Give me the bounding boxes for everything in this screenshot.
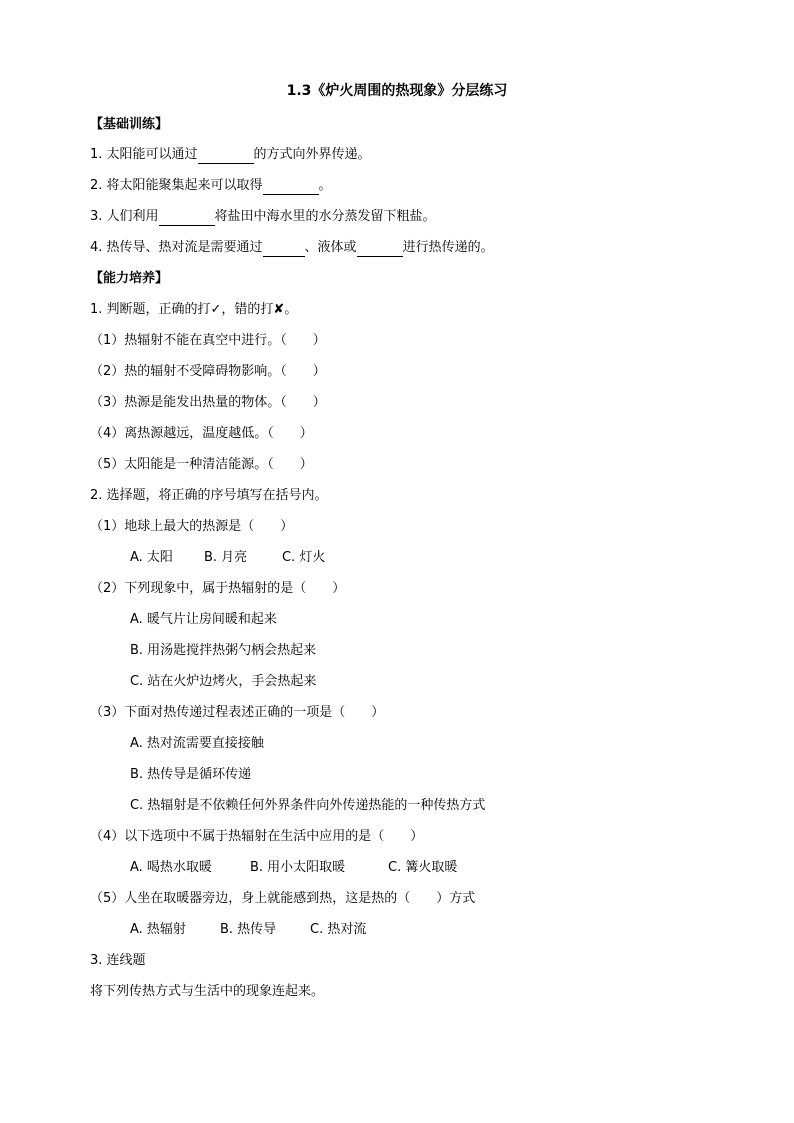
option-b[interactable]: B. 热传导是循环传递 (130, 767, 252, 782)
option-c[interactable]: C. 热对流 (310, 922, 367, 937)
choice-heading: 2. 选择题，将正确的序号填写在括号内。 (90, 488, 328, 503)
judge-item: （5）太阳能是一种清洁能源。（ ） (90, 457, 313, 472)
choice-q3-stem: （3）下面对热传递过程表述正确的一项是（ ） (90, 705, 385, 720)
choice-q2-stem: （2）下列现象中，属于热辐射的是（ ） (90, 581, 346, 596)
option-c[interactable]: C. 热辐射是不依赖任何外界条件向外传递热能的一种传热方式 (130, 798, 486, 813)
choice-q1-options (130, 549, 325, 567)
connect-instruction: 将下列传热方式与生活中的现象连起来。 (90, 984, 325, 999)
choice-q4-stem: （4）以下选项中不属于热辐射在生活中应用的是（ ） (90, 829, 424, 844)
option-a[interactable]: A. 喝热水取暖 (130, 860, 212, 875)
answer-blank[interactable] (263, 180, 319, 195)
option-b[interactable]: B. 热传导 (220, 922, 277, 937)
option-c[interactable]: C. 站在火炉边烤火，手会热起来 (130, 674, 317, 689)
option-a[interactable]: A. 太阳 (130, 550, 173, 565)
section-ability-heading: 【能力培养】 (90, 271, 169, 286)
basic-q4: 4. 热传导、热对流是需要通过 、液体或 进行热传递的。 (90, 240, 494, 255)
option-b[interactable]: B. 用汤匙搅拌热粥勺柄会热起来 (130, 643, 317, 658)
answer-blank[interactable] (198, 149, 254, 164)
judge-item: （4）离热源越远，温度越低。（ ） (90, 426, 313, 441)
choice-q1-stem: （1）地球上最大的热源是（ ） (90, 519, 294, 534)
basic-q2: 2. 将太阳能聚集起来可以取得 。 (90, 178, 332, 193)
option-b[interactable]: B. 用小太阳取暖 (250, 860, 346, 875)
answer-blank[interactable] (159, 211, 215, 226)
option-a[interactable]: A. 暖气片让房间暖和起来 (130, 612, 277, 627)
basic-q3: 3. 人们利用 将盐田中海水里的水分蒸发留下粗盐。 (90, 209, 436, 224)
choice-q5-stem: （5）人坐在取暖器旁边，身上就能感到热，这是热的（ ）方式 (90, 891, 476, 906)
judge-item: （1）热辐射不能在真空中进行。（ ） (90, 333, 326, 348)
page-title: 1.3《炉火周围的热现象》分层练习 (286, 83, 508, 99)
basic-q1: 1. 太阳能可以通过 的方式向外界传递。 (90, 147, 371, 162)
choice-q5-options (130, 921, 366, 939)
judge-item: （2）热的辐射不受障碍物影响。（ ） (90, 364, 326, 379)
judge-item: （3）热源是能发出热量的物体。（ ） (90, 395, 326, 410)
answer-blank[interactable] (357, 242, 403, 257)
choice-q4-options (130, 859, 457, 877)
connect-heading: 3. 连线题 (90, 953, 146, 968)
section-basic-heading: 【基础训练】 (90, 117, 169, 132)
option-a[interactable]: A. 热对流需要直接接触 (130, 736, 264, 751)
option-c[interactable]: C. 篝火取暖 (388, 860, 458, 875)
answer-blank[interactable] (263, 242, 305, 257)
option-c[interactable]: C. 灯火 (282, 550, 326, 565)
judge-heading: 1. 判断题，正确的打✓，错的打✘。 (90, 302, 298, 317)
option-b[interactable]: B. 月亮 (204, 550, 248, 565)
option-a[interactable]: A. 热辐射 (130, 922, 186, 937)
